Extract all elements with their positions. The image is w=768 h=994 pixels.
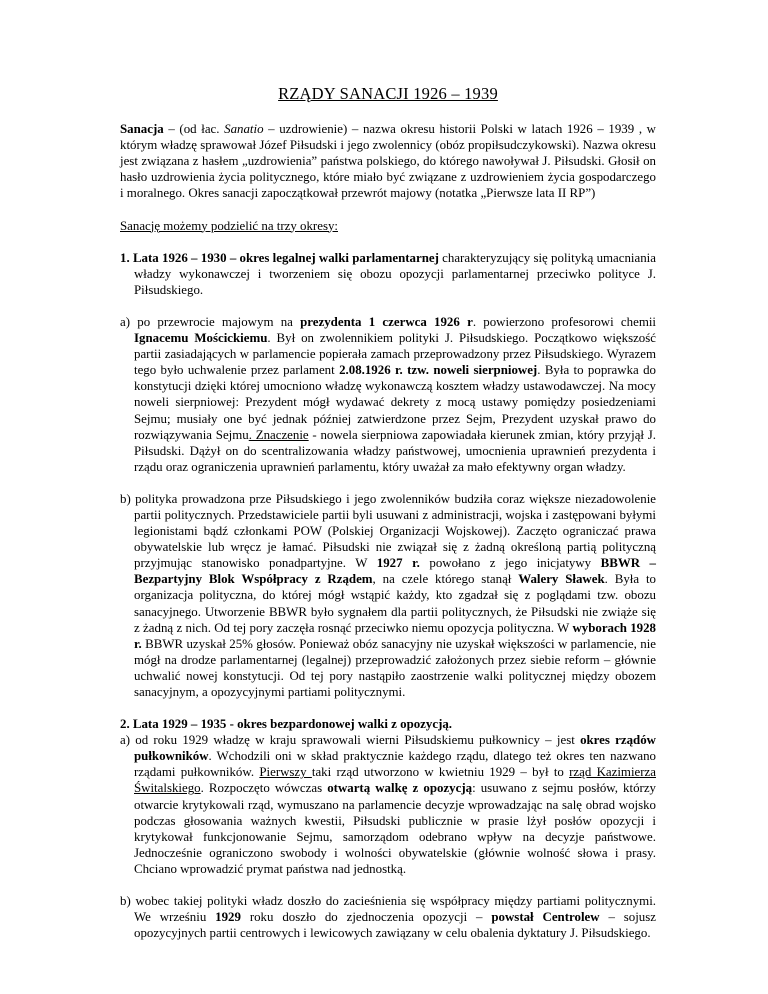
period-2-point-b: b) wobec takiej polityki władz doszło do zacieśnienia się współpracy między partiami politycznymi. We wrześniu 1929 roku doszło do zjednoczenia opozycji – powstał Centrolew – sojusz opozycyjnych partii centrowych i lewicowych zawiązany w celu obalenia dyktatury J. Piłsudskiego. xyxy=(120,894,656,941)
term-sanacja: Sanacja xyxy=(120,122,164,137)
period-2-heading: 2. Lata 1929 – 1935 - okres bezpardonowej walki z opozycją. xyxy=(120,717,453,732)
period-1-point-b: b) polityka prowadzona prze Piłsudskiego i jego zwolenników budziła coraz większe niezadowolenie partii politycznych. Przedstawiciele partii byli usuwani z administracji, wojska i zastępowani byłymi legionistami bądź członkami POW (Polskiej Organizacji Wojskowej). Zaczęto ograniczać prawa obywatelskie lub wręcz je łamać. Piłsudski nie związał się z żadną określoną partią polityczną przyjmując stanowisko ponadpartyjne. W 1927 r. powołano z jego inicjatywy BBWR – Bezpartyjny Blok Współpracy z Rządem, na czele którego stanął Walery Sławek. Była to organizacja polityczna, do której mógł wstąpić każdy, kto zgadzał się z poglądami tzw. obozu sanacyjnego. Utworzenie BBWR było sygnałem dla partii politycznych, że Piłsudski nie zwiąże się z żadną z nich. Od tej pory zaczęła rosnąć przeciwko niemu opozycja polityczna. W wyborach 1928 r. BBWR uzyskał 25% głosów. Ponieważ obóz sanacyjny nie uzyskał większości w parlamencie, nie mógł na drodze parlamentarnej (legalnej) przeprowadzić założonych przez siebie reform – głównie uchwalić nowej konstytucji. Od tej pory nastąpiło zaostrzenie walki politycznej między obozem sanacyjnym, a opozycyjnymi partiami politycznymi. xyxy=(120,491,657,699)
period-1-heading: 1. Lata 1926 – 1930 – okres legalnej walki parlamentarnej charakteryzujący się polityką umacniania władzy wykonawczej i tworzeniem się obozu opozycji parlamentarnej przeciwko polityce J. Piłsudskiego. xyxy=(120,250,656,297)
periods-heading: Sanację możemy podzielić na trzy okresy: xyxy=(120,218,338,233)
period-1-point-a: a) po przewrocie majowym na prezydenta 1 czerwca 1926 r. powierzono profesorowi chemii Ignacemu Mościckiemu. Był on zwolennikiem polityki J. Piłsudskiego. Początkowo większość partii zasiadających w parlamencie popierała zamach przeprowadzony przez Piłsudskiego. Wyrazem tego było uchwalenie przez parlament 2.08.1926 r. tzw. noweli sierpniowej. Była to poprawka do konstytucji dzięki której umocniono władzę wykonawczą kosztem władzy ustawodawczej. Na mocy noweli sierpniowej: Prezydent mógł wydawać dekrety z mocą ustawy pomiędzy posiedzeniami Sejmu; musiały one być jednak później zatwierdzone przez Sejm, Prezydent uzyskał prawo do rozwiązywania Sejmu. Znaczenie - nowela sierpniowa zapowiadała kierunek zmian, który przyjął J. Piłsudski. Dążył on do scentralizowania władzy państwowej, umocnienia uprawnień prezydenta i rządu oraz ograniczenia uprawnień parlamentu, który uważał za mało efektywny organ władzy. xyxy=(120,314,657,474)
latin-term: Sanatio xyxy=(224,122,264,137)
intro-paragraph: Sanacja – (od łac. Sanatio – uzdrowienie) – nazwa okresu historii Polski w latach 1926 – 1939 , w którym władzę sprawował Józef Piłsudski i jego zwolennicy (obóz propiłsudczykowski). Nazwa okresu jest związana z hasłem „uzdrowienia” państwa polskiego, do którego nawoływał J. Piłsudski. Głosił on hasło uzdrowienia życia politycznego, które miało być związane z uzdrowieniem życia gospodarczego i moralnego. Okres sanacji zapoczątkował przewrót majowy (notatka „Pierwsze lata II RP”) xyxy=(120,122,656,201)
page-title: RZĄDY SANACJI 1926 – 1939 xyxy=(278,84,498,103)
period-2-point-a: a) od roku 1929 władzę w kraju sprawowali wierni Piłsudskiemu pułkownicy – jest okres rządów pułkowników. Wchodzili oni w skład praktycznie każdego rządu, dlatego też okres ten nazwano rządami pułkowników. Pierwszy taki rząd utworzono w kwietniu 1929 – był to rząd Kazimierza Świtalskiego. Rozpoczęto wówczas otwartą walkę z opozycją: usuwano z sejmu posłów, którzy otwarcie krytykowali rząd, wymuszano na parlamencie decyzje wprowadzając na salę obrad wojsko podczas głosowania ważnych kwestii, Piłsudski publicznie w prasie lżył posłów opozycji i krytykował funkcjonowanie Sejmu, samorządom odebrano wpływ na decyzje państwowe. Jednocześnie ograniczono swobody i wolności obywatelskie (głównie wolność słowa i prasy. Chciano wprowadzić prymat państwa nad jednostką. xyxy=(120,733,656,876)
